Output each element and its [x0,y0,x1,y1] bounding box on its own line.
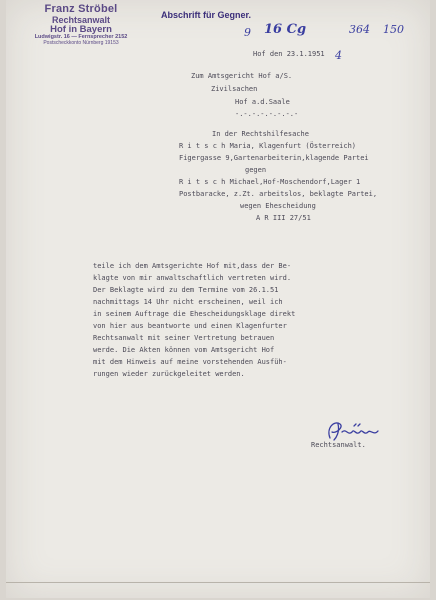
case-plaintiff-details: Figergasse 9,Gartenarbeiterin,klagende Partei [179,154,369,162]
body-line: nachmittags 14 Uhr nicht erscheinen, weil ich [93,298,283,306]
letterhead-address: Ludwigstr. 16 — Fernsprecher 2152 [34,33,128,40]
handwritten-date-mark: 4 [335,49,342,62]
body-line: in seinem Auftrage die Ehescheidungsklage direkt [93,310,296,318]
place-date: Hof den 23.1.1951 [253,50,325,58]
case-defendant-details: Postbaracke, z.Zt. arbeitslos, beklagte Partei, [179,190,378,198]
letterhead-city: Hof in Bayern [50,23,112,35]
letterhead-title: Rechtsanwalt [51,14,111,25]
case-plaintiff: R i t s c h Maria, Klagenfurt (Österreich) [179,142,357,150]
body-line: Der Beklagte wird zu dem Termine vom 26.1.51 [93,286,279,294]
copy-stamp: Abschrift für Gegner. [161,10,252,20]
body-line: Rechtsanwalt mit seiner Vertretung betrauen [93,334,275,342]
body-line: rungen wieder zurückgeleitet werden. [93,370,245,378]
body-line: teile ich dem Amtsgerichte Hof mit,dass der Be- [93,262,292,270]
body-line: werde. Die Akten können vom Amtsgericht Hof [93,346,275,354]
body-line: mit dem Hinweis auf meine vorstehenden Ausfüh- [93,358,287,366]
addressee-department: Zivilsachen [211,85,258,93]
handwritten-case-code: 16 Cg [264,22,307,37]
letterhead-name: Franz Ströbel [44,3,118,15]
case-intro: In der Rechtshilfesache [212,130,309,138]
addressee-rule: -.-.-.-.-.-.-.- [235,110,299,118]
addressee-city: Hof a.d.Saale [235,98,290,106]
case-defendant: R i t s c h Michael,Hof-Moschendorf,Lager 1 [179,178,361,186]
handwritten-case-year: 150 [383,23,404,36]
letter-page [6,0,430,598]
letterhead-postscheck: Postscheckkonto Nürnberg 19153 [43,39,119,46]
case-reference: A R III 27/51 [256,214,311,222]
case-versus: gegen [245,166,267,174]
body-line: von hier aus beantworte und einen Klagenfurter [93,322,287,330]
handwritten-case-number: 364 [349,23,370,36]
signer-role: Rechtsanwalt. [311,441,366,449]
body-line: klagte von mir anwaltschaftlich vertreten wird. [93,274,292,282]
handwritten-ref-number: 9 [244,26,251,39]
page-edge-divider [6,582,430,583]
case-subject: wegen Ehescheidung [240,202,316,210]
addressee-court: Zum Amtsgericht Hof a/S. [191,72,293,80]
letterhead [22,4,140,46]
